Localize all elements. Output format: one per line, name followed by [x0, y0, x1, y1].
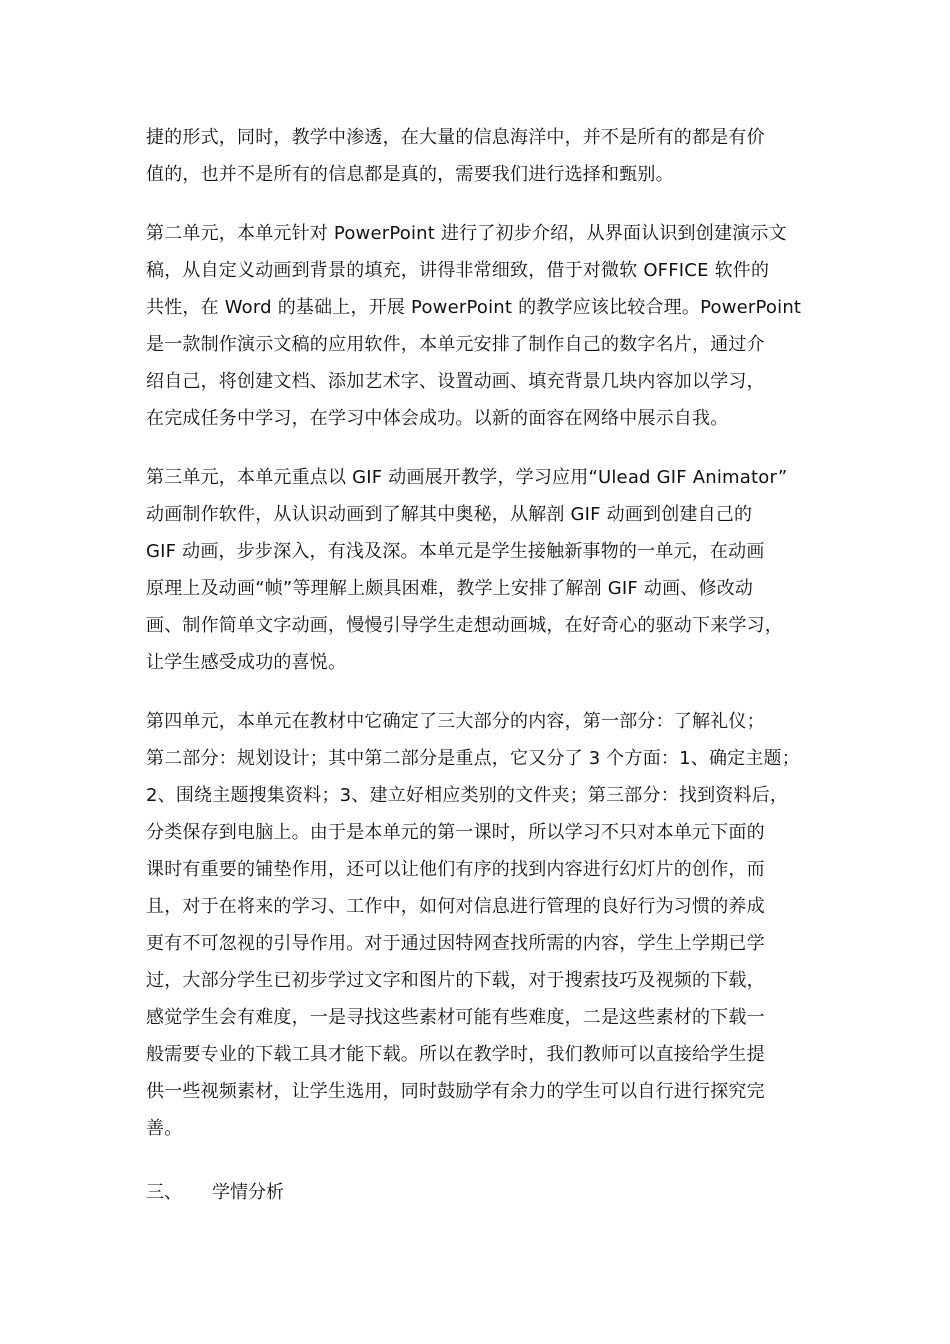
- text-line: 更有不可忽视的引导作用。对于通过因特网查找所需的内容，学生上学期已学: [146, 933, 765, 954]
- text-line: 般需要专业的下载工具才能下载。所以在教学时，我们教师可以直接给学生提: [146, 1044, 765, 1065]
- text-line: 原理上及动画“帧”等理解上颇具困难，教学上安排了解剖 GIF 动画、修改动: [146, 578, 754, 599]
- text-line: 第四单元，本单元在教材中它确定了三大部分的内容，第一部分：了解礼仪；: [146, 711, 765, 732]
- text-line: 是一款制作演示文稿的应用软件，本单元安排了制作自己的数字名片，通过介: [146, 334, 765, 355]
- section-number: 三、: [146, 1182, 182, 1203]
- paragraph-intro-continuation: [146, 119, 846, 193]
- text-line: 课时有重要的铺垫作用，还可以让他们有序的找到内容进行幻灯片的创作，而: [146, 859, 765, 880]
- text-line: 第三单元，本单元重点以 GIF 动画展开教学，学习应用“Ulead GIF Animator”: [146, 467, 788, 488]
- text-line: 在完成任务中学习，在学习中体会成功。以新的面容在网络中展示自我。: [146, 408, 729, 429]
- paragraph-unit-two: [146, 215, 846, 437]
- text-line: 过，大部分学生已初步学过文字和图片的下载，对于搜索技巧及视频的下载，: [146, 970, 765, 991]
- section-title: 学情分析: [212, 1182, 284, 1203]
- paragraph-unit-three: [146, 459, 846, 681]
- text-line: 绍自己，将创建文档、添加艺术字、设置动画、填充背景几块内容加以学习，: [146, 371, 765, 392]
- text-line: 感觉学生会有难度，一是寻找这些素材可能有些难度，二是这些素材的下载一: [146, 1007, 765, 1028]
- text-line: 捷的形式，同时，教学中渗透，在大量的信息海洋中，并不是所有的都是有价: [146, 127, 765, 148]
- text-line: 让学生感受成功的喜悦。: [146, 652, 347, 673]
- text-line: 第二部分：规划设计；其中第二部分是重点，它又分了 3 个方面：1、确定主题；: [146, 748, 800, 769]
- text-line: GIF 动画，步步深入，有浅及深。本单元是学生接触新事物的一单元，在动画: [146, 541, 765, 562]
- text-line: 分类保存到电脑上。由于是本单元的第一课时，所以学习不只对本单元下面的: [146, 822, 765, 843]
- text-line: 值的，也并不是所有的信息都是真的，需要我们进行选择和甄别。: [146, 164, 674, 185]
- text-line: 第二单元，本单元针对 PowerPoint 进行了初步介绍，从界面认识到创建演示文: [146, 223, 787, 244]
- paragraph-unit-four: [146, 703, 846, 1147]
- text-line: 2、围绕主题搜集资料；3、建立好相应类别的文件夹；第三部分：找到资料后，: [146, 785, 789, 806]
- section-heading: [146, 1174, 284, 1211]
- text-line: 且，对于在将来的学习、工作中，如何对信息进行管理的良好行为习惯的养成: [146, 896, 765, 917]
- text-line: 动画制作软件，从认识动画到了解其中奥秘，从解剖 GIF 动画到创建自己的: [146, 504, 753, 525]
- text-line: 稿，从自定义动画到背景的填充，讲得非常细致，借于对微软 OFFICE 软件的: [146, 260, 770, 281]
- text-line: 画、制作简单文字动画，慢慢引导学生走想动画城，在好奇心的驱动下来学习，: [146, 615, 783, 636]
- text-line: 善。: [146, 1118, 183, 1139]
- text-line: 共性，在 Word 的基础上，开展 PowerPoint 的教学应该比较合理。PowerPoint: [146, 297, 802, 318]
- text-line: 供一些视频素材，让学生选用，同时鼓励学有余力的学生可以自行进行探究完: [146, 1081, 765, 1102]
